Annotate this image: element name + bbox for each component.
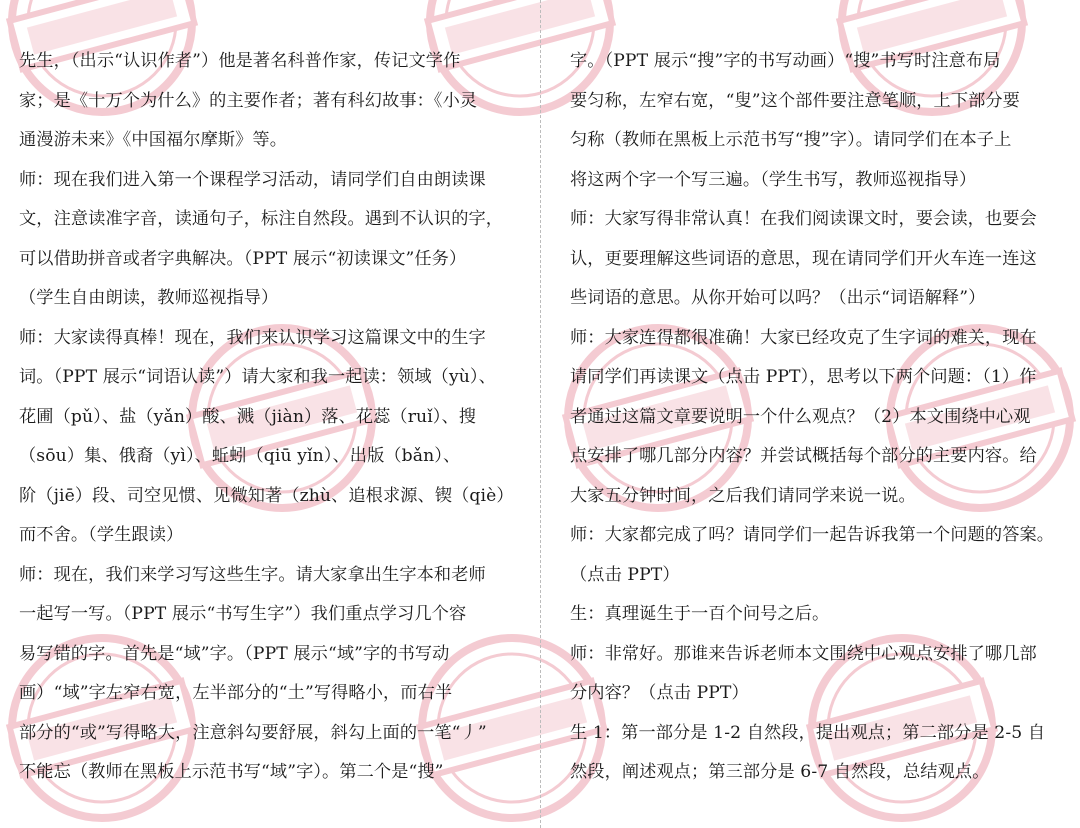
text-line: 画）“域”字左窄右宽，左半部分的“土”写得略小，而右半 xyxy=(19,683,453,703)
text-line: 师：现在，我们来学习写这些生字。请大家拿出生字本和老师 xyxy=(19,564,486,585)
text-line: 匀称（教师在黑板上示范书写“搜”字）。请同学们在本子上 xyxy=(570,130,1012,150)
text-line: 要匀称，左窄右宽，“叟”这个部件要注意笔顺，上下部分要 xyxy=(570,90,1020,111)
text-line: 师：大家连得都很准确！大家已经攻克了生字词的难关，现在 xyxy=(570,327,1037,348)
text-line: 先生，（出示“认识作者”）他是著名科普作家，传记文学作 xyxy=(19,51,461,71)
text-line: （学生自由朗读，教师巡视指导） xyxy=(19,288,279,308)
text-line: 然段，阐述观点；第三部分是 6-7 自然段，总结观点。 xyxy=(570,762,990,782)
text-line: 一起写一写。（PPT 展示“书写生字”）我们重点学习几个容 xyxy=(19,604,467,624)
text-line: 大家五分钟时间，之后我们请同学来说一说。 xyxy=(570,485,916,506)
text-line: 词。（PPT 展示“词语认读”）请大家和我一起读：领域（yù）、 xyxy=(19,367,496,387)
text-line: 者通过这篇文章要说明一个什么观点？（2）本文围绕中心观 xyxy=(570,406,1031,427)
text-line: 师：大家都完成了吗？请同学们一起告诉我第一个问题的答案。 xyxy=(570,525,1055,545)
text-line: 师：大家写得非常认真！在我们阅读课文时，要会读，也要会 xyxy=(570,209,1037,229)
text-line: 可以借助拼音或者字典解决。（PPT 展示“初读课文”任务） xyxy=(19,248,467,269)
text-line: 花圃（pǔ）、盐（yǎn）酸、溅（jiàn）落、花蕊（ruǐ）、搜 xyxy=(19,406,477,427)
page-divider xyxy=(540,0,541,828)
text-line: 些词语的意思。从你开始可以吗？（出示“词语解释”） xyxy=(570,288,986,308)
text-line: 师：非常好。那谁来告诉老师本文围绕中心观点安排了哪几部 xyxy=(570,643,1037,664)
text-line: 请同学们再读课文（点击 PPT），思考以下两个问题：（1）作 xyxy=(570,367,1037,387)
text-line: 易写错的字。首先是“域”字。（PPT 展示“域”字的书写动 xyxy=(19,643,450,664)
text-line: （sōu）集、俄裔（yì）、蚯蚓（qiū yǐn）、出版（bǎn）、 xyxy=(19,446,461,466)
text-line: 不能忘（教师在黑板上示范书写“域”字）。第二个是“搜” xyxy=(19,762,444,782)
text-line: 阶（jiē）段、司空见惯、见微知著（zhù、追根求源、锲（qiè） xyxy=(19,485,514,506)
text-line: 生 1：第一部分是 1-2 自然段，提出观点；第二部分是 2-5 自 xyxy=(570,722,1046,743)
left-column xyxy=(19,42,514,793)
text-line: 通漫游未来》《中国福尔摩斯》等。 xyxy=(19,130,288,150)
text-line: 分内容？（点击 PPT） xyxy=(570,683,749,703)
right-column xyxy=(570,42,1055,793)
text-line: 点安排了哪几部分内容？并尝试概括每个部分的主要内容。给 xyxy=(570,446,1037,466)
text-line: 认，更要理解这些词语的意思，现在请同学们开火车连一连这 xyxy=(570,248,1037,269)
text-line: 字。（PPT 展示“搜”字的书写动画）“搜”书写时注意布局 xyxy=(570,51,1001,71)
text-line: 师：大家读得真棒！现在，我们来认识学习这篇课文中的生字 xyxy=(19,327,486,348)
text-line: （点击 PPT） xyxy=(570,564,680,585)
text-line: 部分的“或”写得略大，注意斜勾要舒展，斜勾上面的一笔“丿” xyxy=(19,722,487,743)
text-line: 文，注意读准字音，读通句子，标注自然段。遇到不认识的字， xyxy=(19,209,504,229)
text-line: 家；是《十万个为什么》的主要作者；著有科幻故事：《小灵 xyxy=(19,90,478,111)
text-line: 师：现在我们进入第一个课程学习活动，请同学们自由朗读课 xyxy=(19,169,486,190)
text-line: 而不舍。（学生跟读） xyxy=(19,525,184,545)
text-line: 生：真理诞生于一百个问号之后。 xyxy=(570,604,830,624)
text-line: 将这两个字一个写三遍。（学生书写，教师巡视指导） xyxy=(570,169,977,190)
